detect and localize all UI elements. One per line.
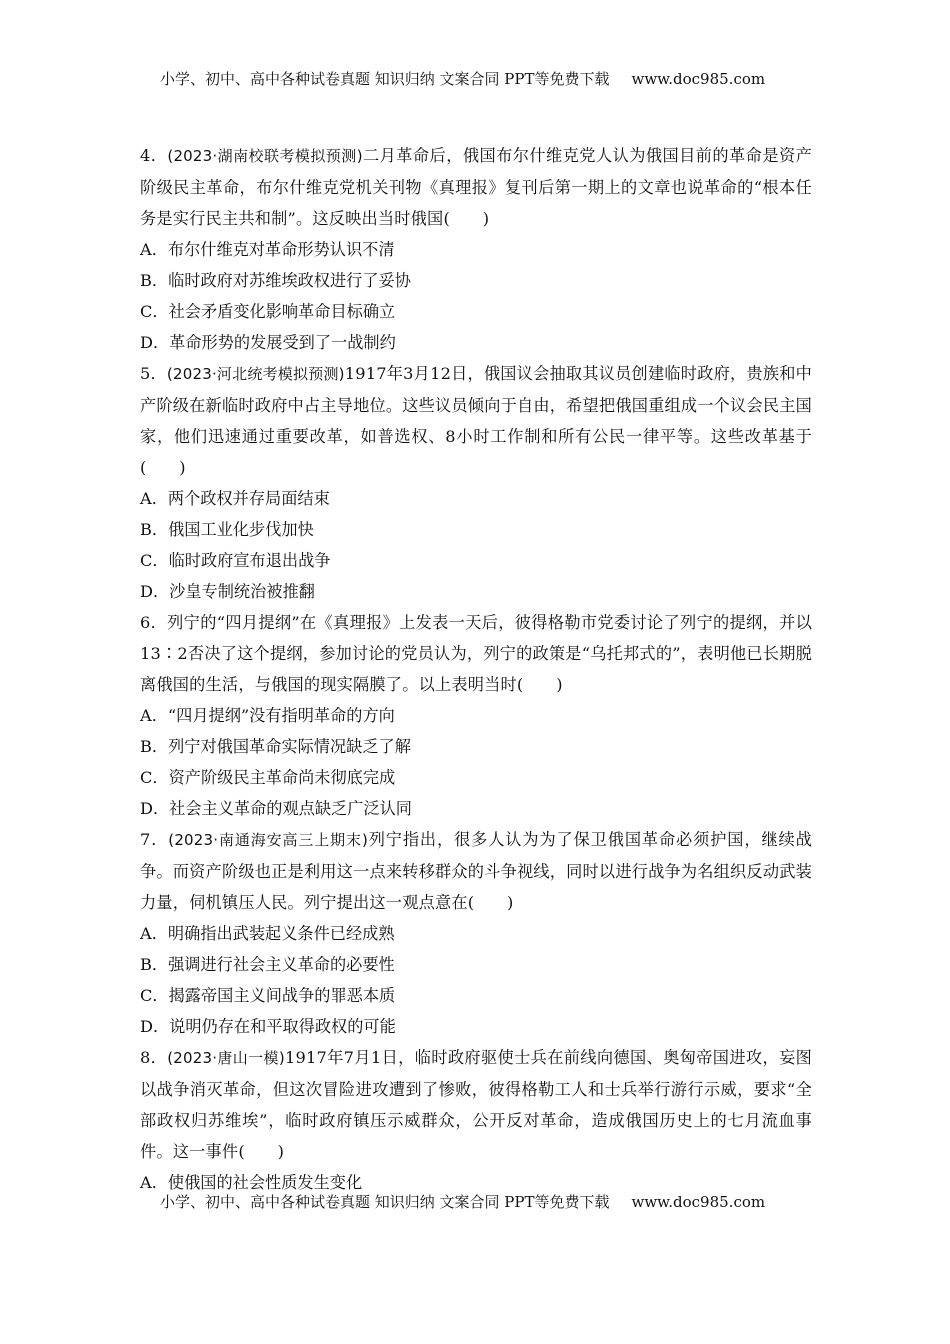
header-text: 小学、初中、高中各种试卷真题 知识归纳 文案合同 PPT等免费下载 [160,70,610,88]
page-header [160,68,800,89]
question-stem [140,140,812,234]
question-number: 6． [140,613,168,632]
option-a[interactable]: A．明确指出武装起义条件已经成熟 [140,924,395,943]
question-number: 5． [140,364,167,383]
question-text: 列宁指出，很多人认为为了保卫俄国革命必须护国，继续战争。而资产阶级也正是利用这一点来转移群众的斗争视线，同时以进行战争为名组织反动武装力量，伺机镇压人民。列宁提出这一观点意在( ) [140,830,812,912]
question-number: 7． [140,830,169,849]
option-b[interactable]: B．俄国工业化步伐加快 [140,520,314,539]
page-footer [160,1191,800,1212]
question-stem [140,607,812,700]
option-b[interactable]: B．临时政府对苏维埃政权进行了妥协 [140,271,411,290]
question-source: (2023·湖南校联考模拟预测) [167,147,363,165]
question-source: (2023·河北统考模拟预测) [166,365,345,383]
option-d[interactable]: D．革命形势的发展受到了一战制约 [140,333,396,352]
option-d[interactable]: D．沙皇专制统治被推翻 [140,582,315,601]
question-7 [140,824,812,1042]
option-c[interactable]: C．揭露帝国主义间战争的罪恶本质 [140,986,396,1005]
option-c[interactable]: C．临时政府宣布退出战争 [140,551,331,570]
footer-site-link[interactable]: www.doc985.com [631,1193,766,1211]
question-text: 1917年3月12日，俄国议会抽取其议员创建临时政府，贵族和中产阶级在新临时政府中占主导地位。这些议员倾向于自由，希望把俄国重组成一个议会民主国家，他们迅速通过重要改革，如普选权、8小时工作制和所有公民一律平等。这些改革基于( ) [140,364,812,477]
header-site-link[interactable]: www.doc985.com [631,70,766,88]
option-a[interactable]: A．“四月提纲”没有指明革命的方向 [140,706,395,725]
question-text: 二月革命后，俄国布尔什维克党人认为俄国目前的革命是资产阶级民主革命，布尔什维克党机关刊物《真理报》复刊后第一期上的文章也说革命的“根本任务是实行民主共和制”。这反映出当时俄国( ) [140,146,812,228]
option-a[interactable]: A．布尔什维克对革命形势认识不清 [140,240,395,259]
question-5 [140,358,812,607]
question-text: 列宁的“四月提纲”在《真理报》上发表一天后，彼得格勒市党委讨论了列宁的提纲，并以13∶2否决了这个提纲，参加讨论的党员认为，列宁的政策是“乌托邦式的”，表明他已长期脱离俄国的生活，与俄国的现实隔膜了。以上表明当时( ) [140,613,812,694]
option-c[interactable]: C．资产阶级民主革命尚未彻底完成 [140,768,396,787]
option-d[interactable]: D．社会主义革命的观点缺乏广泛认同 [140,799,412,818]
option-b[interactable]: B．强调进行社会主义革命的必要性 [140,955,395,974]
question-stem [140,358,812,483]
footer-text: 小学、初中、高中各种试卷真题 知识归纳 文案合同 PPT等免费下载 [160,1193,610,1211]
option-a[interactable]: A．使俄国的社会性质发生变化 [140,1173,363,1192]
question-number: 8． [140,1048,168,1067]
question-stem [140,1042,812,1167]
question-number: 4． [140,146,168,165]
question-6 [140,607,812,824]
question-source: (2023·唐山一模) [167,1049,285,1067]
option-b[interactable]: B．列宁对俄国革命实际情况缺乏了解 [140,737,411,756]
option-a[interactable]: A．两个政权并存局面结束 [140,489,330,508]
option-c[interactable]: C．社会矛盾变化影响革命目标确立 [140,302,396,321]
question-stem [140,824,812,918]
question-8 [140,1042,812,1198]
question-list [140,140,812,1198]
question-4 [140,140,812,358]
option-d[interactable]: D．说明仍存在和平取得政权的可能 [140,1017,396,1036]
question-source: (2023·南通海安高三上期末) [168,831,368,849]
question-text: 1917年7月1日，临时政府驱使士兵在前线向德国、奥匈帝国进攻，妄图以战争消灭革命，但这次冒险进攻遭到了惨败，彼得格勒工人和士兵举行游行示威，要求“全部政权归苏维埃”，临时政府镇压示威群众，公开反对革命，造成俄国历史上的七月流血事件。这一事件( ) [140,1048,812,1161]
